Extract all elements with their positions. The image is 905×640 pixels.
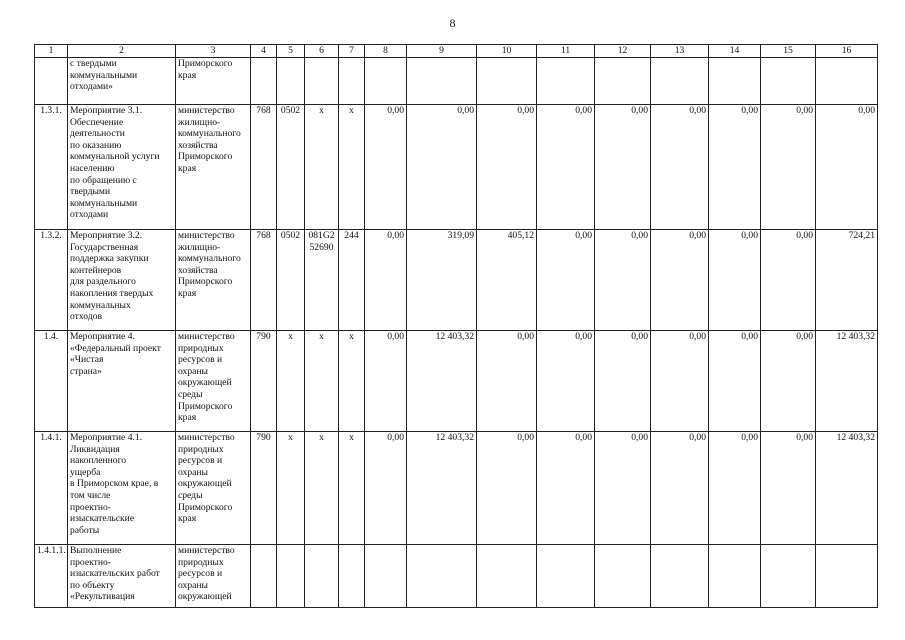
item-number-cell [35, 58, 68, 105]
column-header: 6 [305, 45, 339, 58]
amount-cell [651, 545, 709, 608]
expense-type-cell: 244 [339, 230, 365, 331]
cell-line: Мероприятие 4. [70, 331, 135, 342]
cell-line: жилищно- [178, 241, 221, 253]
section-code-cell [277, 58, 305, 105]
item-number-cell: 1.3.2. [35, 230, 68, 331]
grbs-code-cell: 768 [251, 105, 277, 230]
column-header: 9 [407, 45, 477, 58]
cell-line: по оказанию [70, 139, 122, 151]
cell-line: Мероприятие 4.1. [70, 432, 143, 443]
amount-cell: 0,00 [709, 105, 761, 230]
amount-cell: 0,00 [709, 432, 761, 545]
column-header: 1 [35, 45, 68, 58]
cell-line: коммунальными [70, 197, 138, 209]
expense-type-cell: x [339, 105, 365, 230]
cell-line: населению [70, 162, 115, 174]
amount-cell [407, 58, 477, 105]
expense-type-cell [339, 545, 365, 608]
column-header: 12 [595, 45, 651, 58]
cell-line: министерство [178, 230, 235, 241]
cell-line: министерство [178, 545, 235, 556]
column-header: 15 [761, 45, 816, 58]
column-header: 11 [537, 45, 595, 58]
responsible-executor-cell [176, 58, 251, 105]
item-number-cell: 1.3.1. [35, 105, 68, 230]
amount-cell: 12 403,32 [407, 432, 477, 545]
table-row [35, 545, 878, 608]
cell-line: хозяйства [178, 264, 218, 276]
amount-cell: 0,00 [709, 230, 761, 331]
item-number-cell: 1.4. [35, 331, 68, 432]
cell-line: изыскательских работ [70, 568, 160, 580]
section-code-cell: x [277, 432, 305, 545]
item-name-cell [68, 230, 176, 331]
cell-line: охраны [178, 466, 208, 478]
cell-line: 081G2 [308, 230, 335, 241]
item-number-cell: 1.4.1. [35, 432, 68, 545]
cell-line: по объекту [70, 579, 115, 591]
amount-cell [477, 58, 537, 105]
cell-line: коммунального [178, 128, 241, 140]
amount-cell [537, 545, 595, 608]
amount-cell: 0,00 [365, 331, 407, 432]
cell-line: ресурсов и [178, 455, 223, 467]
cell-line: министерство [178, 331, 235, 342]
cell-line: ресурсов и [178, 568, 223, 580]
responsible-executor-cell [176, 331, 251, 432]
column-header: 16 [816, 45, 878, 58]
amount-cell: 0,00 [651, 230, 709, 331]
cell-line: работы [70, 524, 100, 536]
cell-line: Приморского [178, 400, 233, 412]
table-row [35, 331, 878, 432]
cell-line: охраны [178, 579, 208, 591]
amount-cell: 0,00 [816, 105, 878, 230]
cell-line: том числе [70, 489, 111, 501]
expense-type-cell: x [339, 432, 365, 545]
cell-line: Приморского [178, 151, 233, 163]
target-article-cell [305, 58, 339, 105]
amount-cell: 0,00 [477, 331, 537, 432]
cell-line: «Чистая [70, 354, 104, 366]
cell-line: Мероприятие 3.2. [70, 230, 143, 241]
cell-line: министерство [178, 105, 235, 116]
cell-line: x [319, 331, 324, 342]
amount-cell [709, 545, 761, 608]
column-header: 5 [277, 45, 305, 58]
cell-line: хозяйства [178, 139, 218, 151]
cell-line: Ликвидация [70, 443, 120, 455]
amount-cell [651, 58, 709, 105]
cell-line: отходов [70, 311, 103, 323]
column-header: 14 [709, 45, 761, 58]
amount-cell: 0,00 [365, 432, 407, 545]
cell-line: деятельности [70, 128, 125, 140]
target-article-cell [305, 545, 339, 608]
cell-line: жилищно- [178, 116, 221, 128]
amount-cell: 12 403,32 [816, 432, 878, 545]
cell-line: Приморского [178, 501, 233, 513]
amount-cell [816, 58, 878, 105]
cell-line: Приморского [178, 276, 233, 288]
grbs-code-cell: 768 [251, 230, 277, 331]
amount-cell: 0,00 [537, 230, 595, 331]
amount-cell: 0,00 [761, 432, 816, 545]
cell-line: края [178, 412, 197, 424]
responsible-executor-cell [176, 105, 251, 230]
cell-line: природных [178, 556, 224, 568]
item-name-cell [68, 545, 176, 608]
amount-cell: 0,00 [595, 105, 651, 230]
amount-cell: 0,00 [761, 105, 816, 230]
amount-cell [365, 545, 407, 608]
amount-cell: 0,00 [537, 105, 595, 230]
target-article-cell [305, 331, 339, 432]
item-name-cell [68, 331, 176, 432]
cell-line: края [178, 287, 197, 299]
column-header: 2 [68, 45, 176, 58]
cell-line: x [319, 432, 324, 443]
cell-line: отходами [70, 209, 109, 221]
cell-line: x [319, 105, 324, 116]
cell-line: ущерба [70, 466, 101, 478]
amount-cell [595, 545, 651, 608]
cell-line: поддержка закупки [70, 253, 149, 265]
item-number-cell: 1.4.1.1. [35, 545, 68, 608]
amount-cell: 0,00 [537, 331, 595, 432]
cell-line: края [178, 513, 197, 525]
amount-cell: 0,00 [477, 432, 537, 545]
cell-line: среды [178, 388, 203, 400]
table-row [35, 432, 878, 545]
amount-cell [537, 58, 595, 105]
cell-line: проектно- [70, 556, 111, 568]
amount-cell: 0,00 [761, 230, 816, 331]
amount-cell: 0,00 [477, 105, 537, 230]
column-header: 13 [651, 45, 709, 58]
budget-table [34, 44, 878, 608]
cell-line: коммунальными [70, 69, 138, 81]
cell-line: по обращению с [70, 174, 137, 186]
cell-line: природных [178, 443, 224, 455]
grbs-code-cell [251, 58, 277, 105]
amount-cell: 0,00 [651, 432, 709, 545]
table-row [35, 230, 878, 331]
amount-cell [477, 545, 537, 608]
cell-line: коммунальной услуги [70, 151, 160, 163]
cell-line: Государственная [70, 241, 139, 253]
cell-line: отходами» [70, 81, 113, 93]
amount-cell: 0,00 [365, 105, 407, 230]
section-code-cell: 0502 [277, 230, 305, 331]
grbs-code-cell: 790 [251, 432, 277, 545]
grbs-code-cell: 790 [251, 331, 277, 432]
cell-line: Приморского [178, 58, 233, 69]
column-header: 7 [339, 45, 365, 58]
expense-type-cell [339, 58, 365, 105]
section-code-cell: 0502 [277, 105, 305, 230]
cell-line: накопленного [70, 455, 127, 467]
section-code-cell: x [277, 331, 305, 432]
target-article-cell [305, 230, 339, 331]
amount-cell [761, 58, 816, 105]
amount-cell: 319,09 [407, 230, 477, 331]
cell-line: окружающей [178, 377, 232, 389]
amount-cell [595, 58, 651, 105]
cell-line: проектно- [70, 501, 111, 513]
amount-cell: 0,00 [595, 230, 651, 331]
column-number-row [35, 45, 878, 58]
expense-type-cell: x [339, 331, 365, 432]
item-name-cell [68, 432, 176, 545]
amount-cell: 0,00 [595, 331, 651, 432]
amount-cell [709, 58, 761, 105]
cell-line: в Приморском крае, в [70, 478, 159, 490]
amount-cell: 12 403,32 [407, 331, 477, 432]
cell-line: окружающей [178, 591, 232, 603]
cell-line: страна» [70, 365, 102, 377]
cell-line: ресурсов и [178, 354, 223, 366]
amount-cell: 724,21 [816, 230, 878, 331]
column-header: 10 [477, 45, 537, 58]
table-row [35, 58, 878, 105]
amount-cell [761, 545, 816, 608]
cell-line: твердыми [70, 186, 111, 198]
section-code-cell [277, 545, 305, 608]
amount-cell: 0,00 [537, 432, 595, 545]
page-number: 8 [449, 16, 456, 30]
cell-line: окружающей [178, 478, 232, 490]
amount-cell: 0,00 [365, 230, 407, 331]
cell-line: изыскательские [70, 513, 135, 525]
cell-line: для раздельного [70, 276, 136, 288]
amount-cell: 0,00 [595, 432, 651, 545]
amount-cell [816, 545, 878, 608]
target-article-cell [305, 432, 339, 545]
column-header: 8 [365, 45, 407, 58]
cell-line: края [178, 162, 197, 174]
responsible-executor-cell [176, 432, 251, 545]
cell-line: Выполнение [70, 545, 122, 556]
cell-line: с твердыми [70, 58, 117, 69]
cell-line: среды [178, 489, 203, 501]
amount-cell: 12 403,32 [816, 331, 878, 432]
cell-line: края [178, 69, 197, 81]
cell-line: охраны [178, 365, 208, 377]
table-row [35, 105, 878, 230]
amount-cell: 405,12 [477, 230, 537, 331]
cell-line: «Федеральный проект [70, 342, 161, 354]
cell-line: контейнеров [70, 264, 122, 276]
cell-line: «Рекультивация [70, 591, 135, 603]
amount-cell: 0,00 [407, 105, 477, 230]
cell-line: накопления твердых [70, 287, 154, 299]
amount-cell [365, 58, 407, 105]
column-header: 4 [251, 45, 277, 58]
cell-line: Мероприятие 3.1. [70, 105, 143, 116]
responsible-executor-cell [176, 230, 251, 331]
amount-cell: 0,00 [709, 331, 761, 432]
cell-line: природных [178, 342, 224, 354]
target-article-cell [305, 105, 339, 230]
grbs-code-cell [251, 545, 277, 608]
responsible-executor-cell [176, 545, 251, 608]
amount-cell [407, 545, 477, 608]
item-name-cell [68, 105, 176, 230]
amount-cell: 0,00 [651, 331, 709, 432]
cell-line: Обеспечение [70, 116, 124, 128]
item-name-cell [68, 58, 176, 105]
cell-line: коммунальных [70, 299, 131, 311]
cell-line: министерство [178, 432, 235, 443]
amount-cell: 0,00 [761, 331, 816, 432]
cell-line: коммунального [178, 253, 241, 265]
column-header: 3 [176, 45, 251, 58]
cell-line: 52690 [309, 241, 334, 253]
amount-cell: 0,00 [651, 105, 709, 230]
